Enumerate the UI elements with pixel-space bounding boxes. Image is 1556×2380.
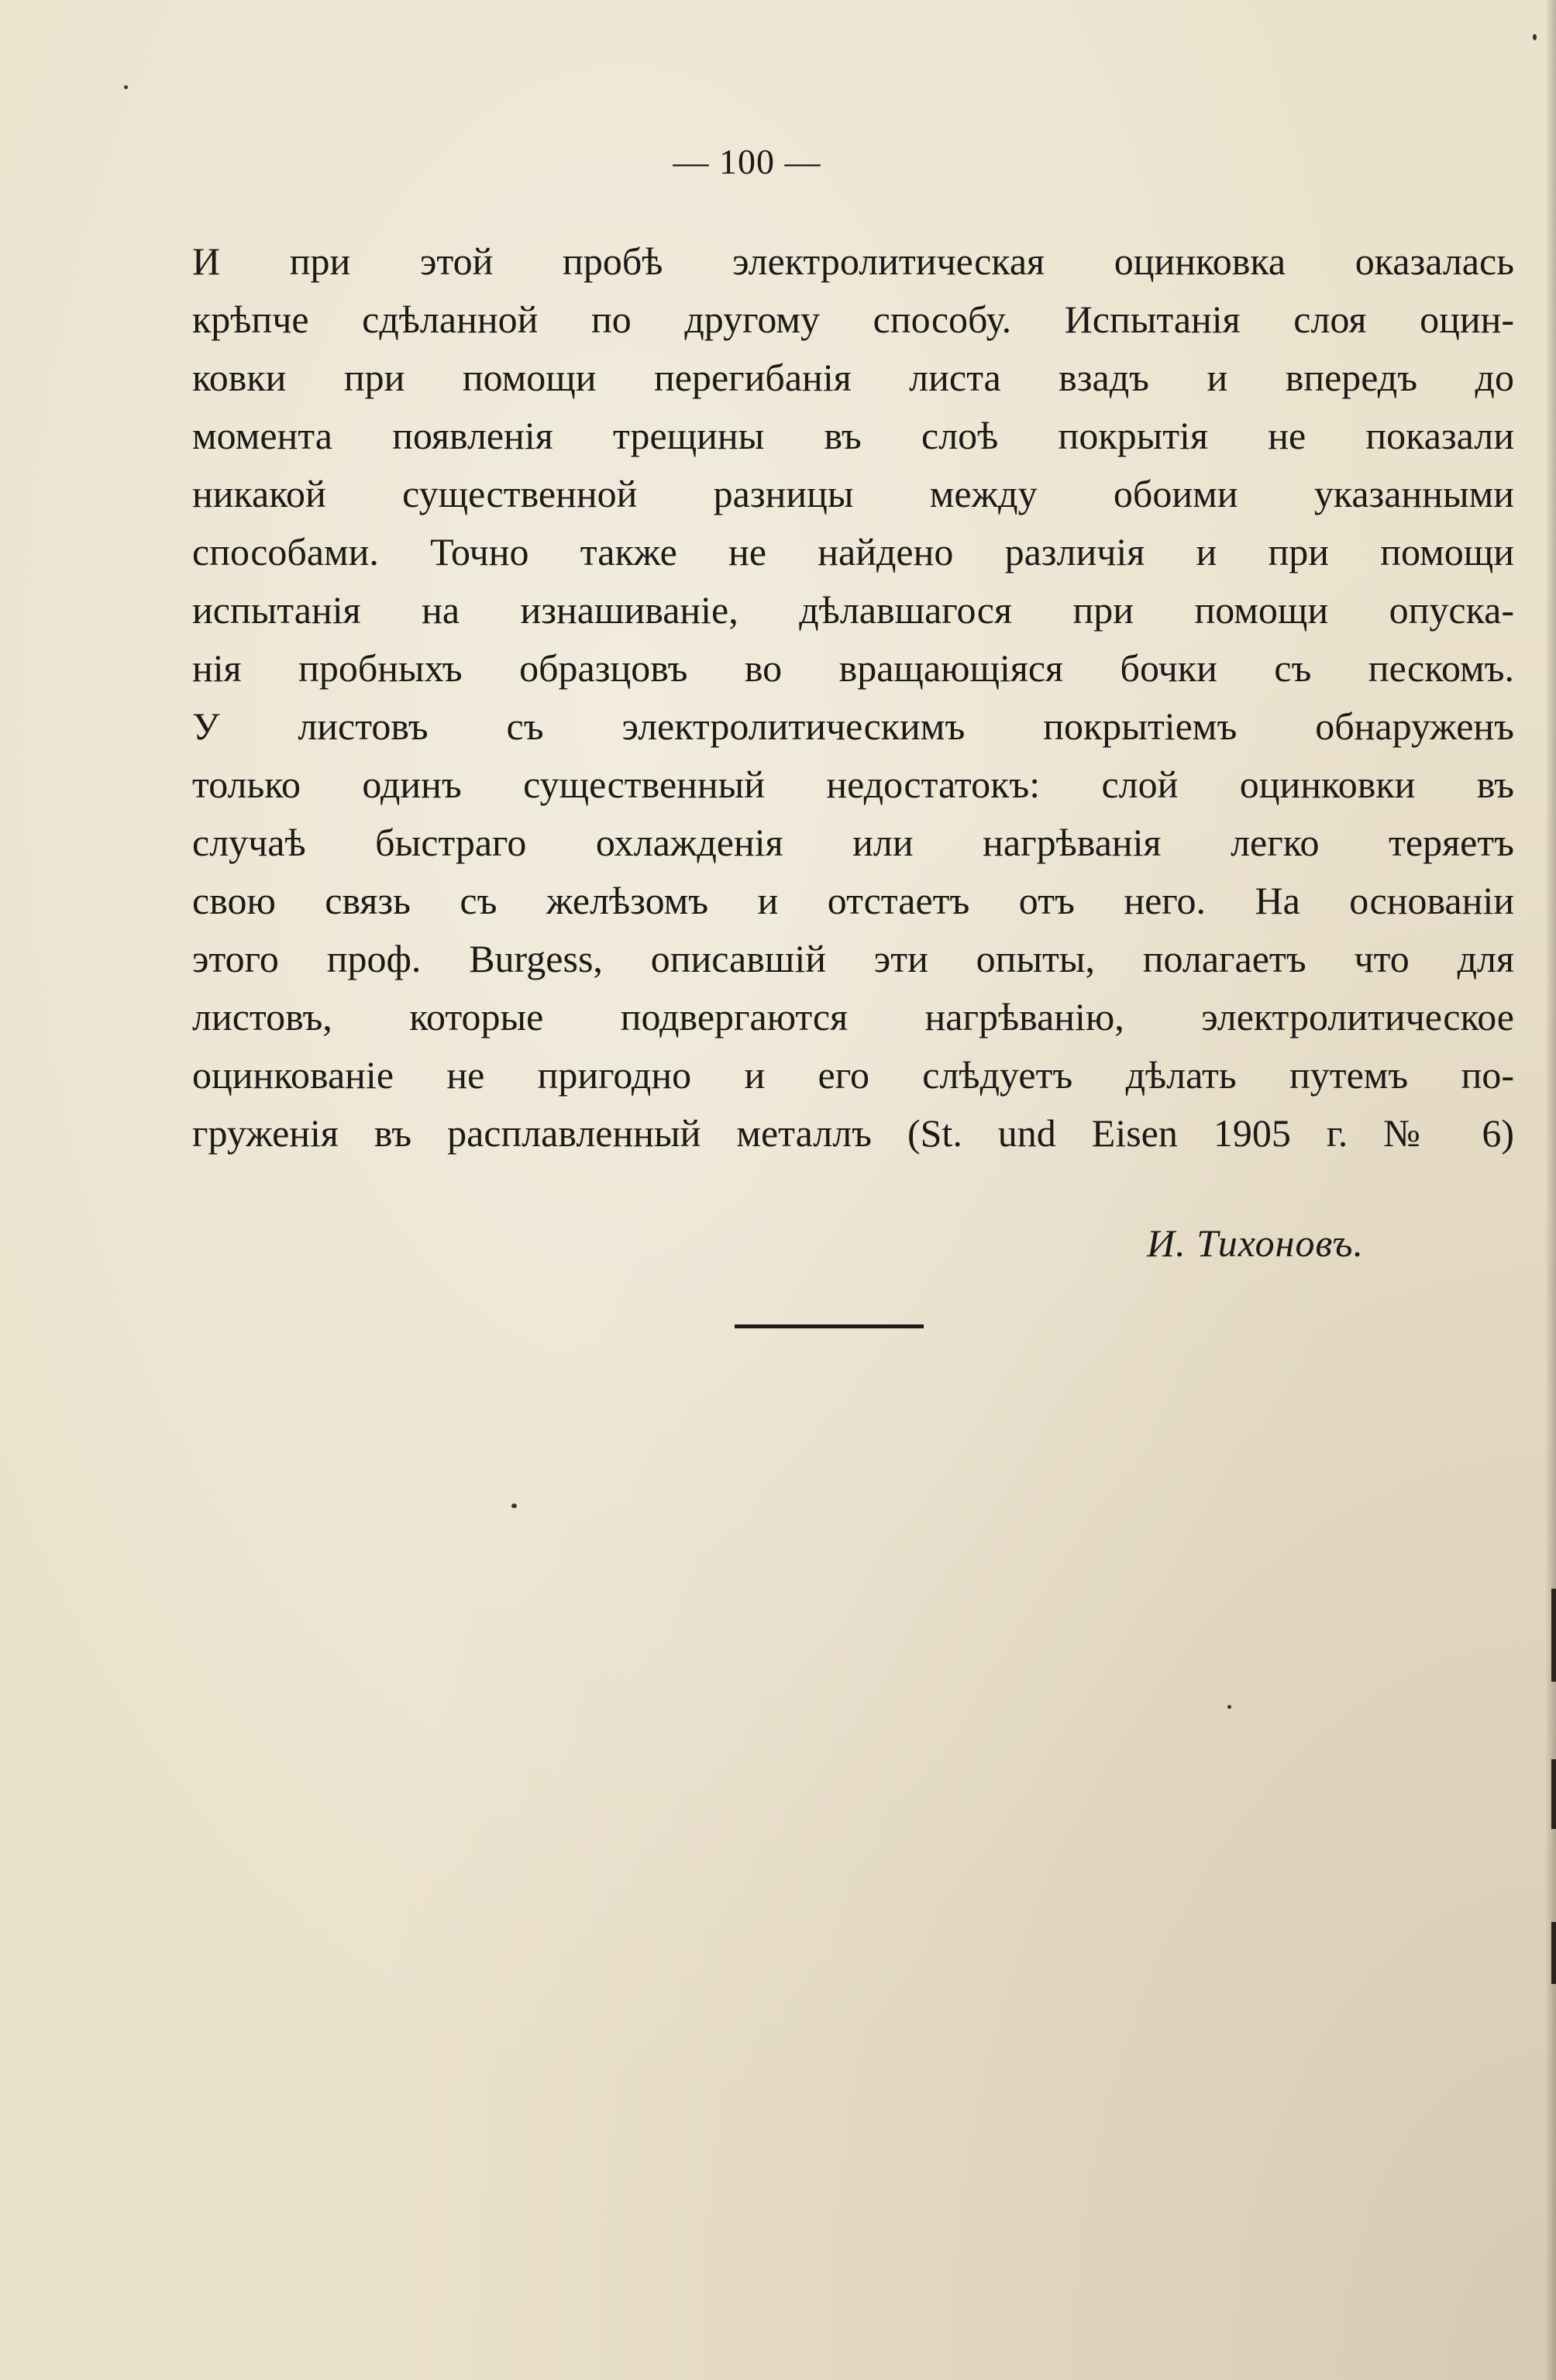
page-number: — 100 —	[673, 142, 821, 181]
text-line: груженія въ расплавленный металлъ (St. und Eisen 1905 г. № 6)	[192, 1111, 1514, 1155]
text-line: никакой существенной разницы между обоими указанными	[192, 472, 1514, 515]
text-line: У листовъ съ электролитическимъ покрытіемъ обнаруженъ	[192, 704, 1514, 748]
text-line: ковки при помощи перегибанія листа взадъ и впередъ до	[192, 356, 1514, 399]
paper-speck	[511, 1503, 517, 1508]
text-line: И при этой пробѣ электролитическая оцинковка оказалась	[192, 239, 1514, 283]
page-edge-mark	[1551, 1922, 1556, 1984]
text-line: нія пробныхъ образцовъ во вращающіяся бочки съ пескомъ.	[192, 646, 1514, 690]
author-signature: И. Тихоновъ.	[1147, 1221, 1364, 1265]
page-edge-shadow	[1545, 0, 1556, 2380]
text-line: испытанія на изнашиваніе, дѣлавшагося при помощи опуска-	[192, 588, 1514, 632]
paper-speck	[1533, 34, 1537, 40]
article-text	[192, 232, 1514, 1162]
text-line: свою связь съ желѣзомъ и отстаетъ отъ него. На основаніи	[192, 879, 1514, 922]
page-edge-mark	[1551, 1589, 1556, 1682]
page-edge-mark	[1551, 1759, 1556, 1829]
text-line: способами. Точно также не найдено различія и при помощи	[192, 530, 1514, 573]
text-line: случаѣ быстраго охлажденія или нагрѣванія легко теряетъ	[192, 821, 1514, 864]
text-line: листовъ, которые подвергаются нагрѣванію, электролитическое	[192, 995, 1514, 1038]
text-line: этого проф. Burgess, описавшій эти опыты, полагаетъ что для	[192, 937, 1514, 980]
text-line: момента появленія трещины въ слоѣ покрытія не показали	[192, 414, 1514, 457]
paper-speck	[1227, 1705, 1231, 1709]
paper-speck	[124, 85, 128, 89]
text-line: крѣпче сдѣланной по другому способу. Испытанія слоя оцин-	[192, 298, 1514, 341]
text-line: оцинкованіе не пригодно и его слѣдуетъ дѣлать путемъ по-	[192, 1053, 1514, 1097]
section-divider	[735, 1324, 924, 1328]
text-line: только одинъ существенный недостатокъ: слой оцинковки въ	[192, 763, 1514, 806]
